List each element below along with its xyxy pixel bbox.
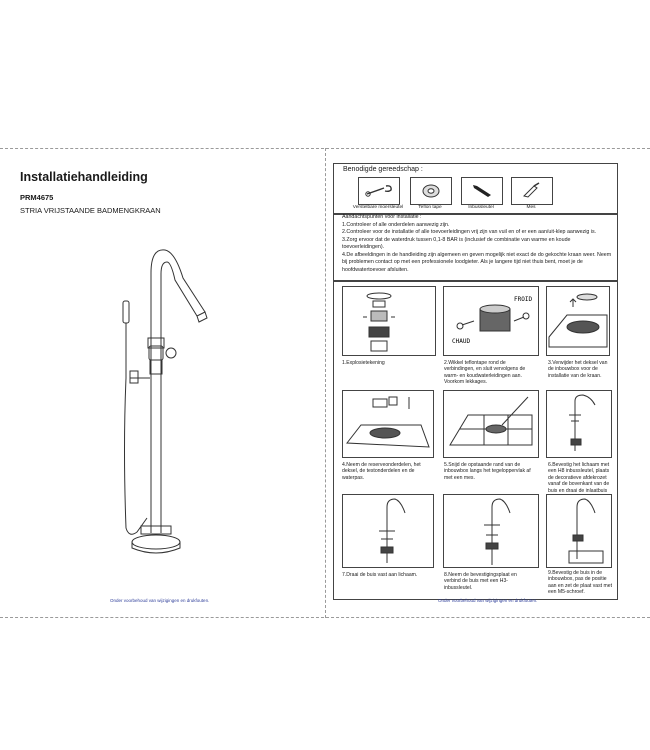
tool-tape [410,177,452,205]
tape-icon [421,183,441,199]
page-divider [325,148,326,618]
note-item: 4.De afbeeldingen in de handleiding zijn algemeen en geven mogelijk niet exact de do gekochte kraan weer. Neem bij problemen contact op met een professionele loodgieter. Als je langere tijd niet thuis bent, moet je de hoofdwatertoevoer afsluiten. [342,251,612,273]
step-1-caption: 1.Explosietekening [342,360,385,366]
notes-title: Aandachtspunten vóór installatie : [342,214,422,220]
notes-list [342,214,614,274]
step-8-caption: 8.Neem de bevestigingsplaat en verbind de buis met een H3-inbussleutel. [444,572,517,591]
step-8-image [443,494,539,568]
step-1-image [342,286,436,356]
step-2-caption: 2.Wikkel teflontape rond de verbindingen, en sluit vervolgens de warm- en koudwaterleidingen aan. Voorkom lekkages. [444,360,526,386]
step-5-caption: 5.Snijd de opstaande rand van de inbouwbox langs het tegeloppervlak af met een mes. [444,462,531,481]
tool-knife [511,177,553,205]
faucet-product-drawing [95,238,225,558]
step-7-image [342,494,434,568]
step-9-image [546,494,612,568]
step-2-hot-label: CHAUD [452,338,471,345]
tool-hex-key [461,177,503,205]
step-7-caption: 7.Draai de buis vast aan lichaam. [342,572,418,578]
note-item: 3.Zorg ervoor dat de waterdruk tussen 0,1-8 BAR is (inclusief de combinatie van warme en koude toevoerleidingen). [342,236,571,250]
page-title: Installatiehandleiding [20,170,148,184]
hex-key-icon [470,182,494,200]
knife-icon [520,182,544,200]
step-2-cold-label: FROID [514,296,533,303]
step-4-caption: 4.Neem de reserveonderdelen, het deksel, de testonderdelen en de waterpas. [342,462,421,481]
note-item: 1.Controleer of alle onderdelen aanwezig zijn. [342,221,450,228]
step-2-image [443,286,539,356]
tools-title: Benodigde gereedschap : [343,166,423,173]
tool-label-wrench: Verstelbare moersleutel [352,205,404,210]
product-name: STRIA VRIJSTAANDE BADMENGKRAAN [20,206,161,215]
product-code: PRM4675 [20,193,54,202]
step-4-image [342,390,434,458]
step-9-caption: 9.Bevestig de buis in de inbouwbox, pas de positie aan en zet de plaat vast met een M5-schroef. [548,570,612,596]
left-footer-note: Onder voorbehoud van wijzigingen en drukfouten. [110,598,210,603]
tool-label-knife: Mes [526,205,536,210]
step-6-caption: 6.Bevestig het lichaam met een H8 inbussleutel, plaats de decoratieve afdekrozet vanaf de bovenkant van de buis en draai de inlaatbuis [548,462,610,494]
step-3-caption: 3.Verwijder het deksel van de inbouwbox voor de installatie van de kraan. [548,360,608,379]
right-footer-note: Onder voorbehoud van wijzigingen en drukfouten. [438,598,538,603]
wrench-icon [364,184,394,198]
step-5-image [443,390,539,458]
note-item: 2.Controleer voor de installatie of alle toevoerleidingen vrij zijn van vuil en of er een aan/uit-klep aanwezig is. [342,229,597,235]
step-6-image [546,390,612,458]
step-3-image [546,286,610,356]
tool-wrench [358,177,400,205]
tool-label-tape: Teflon tape [418,205,442,210]
tool-label-hex-key: Inbussleutel [468,205,494,210]
